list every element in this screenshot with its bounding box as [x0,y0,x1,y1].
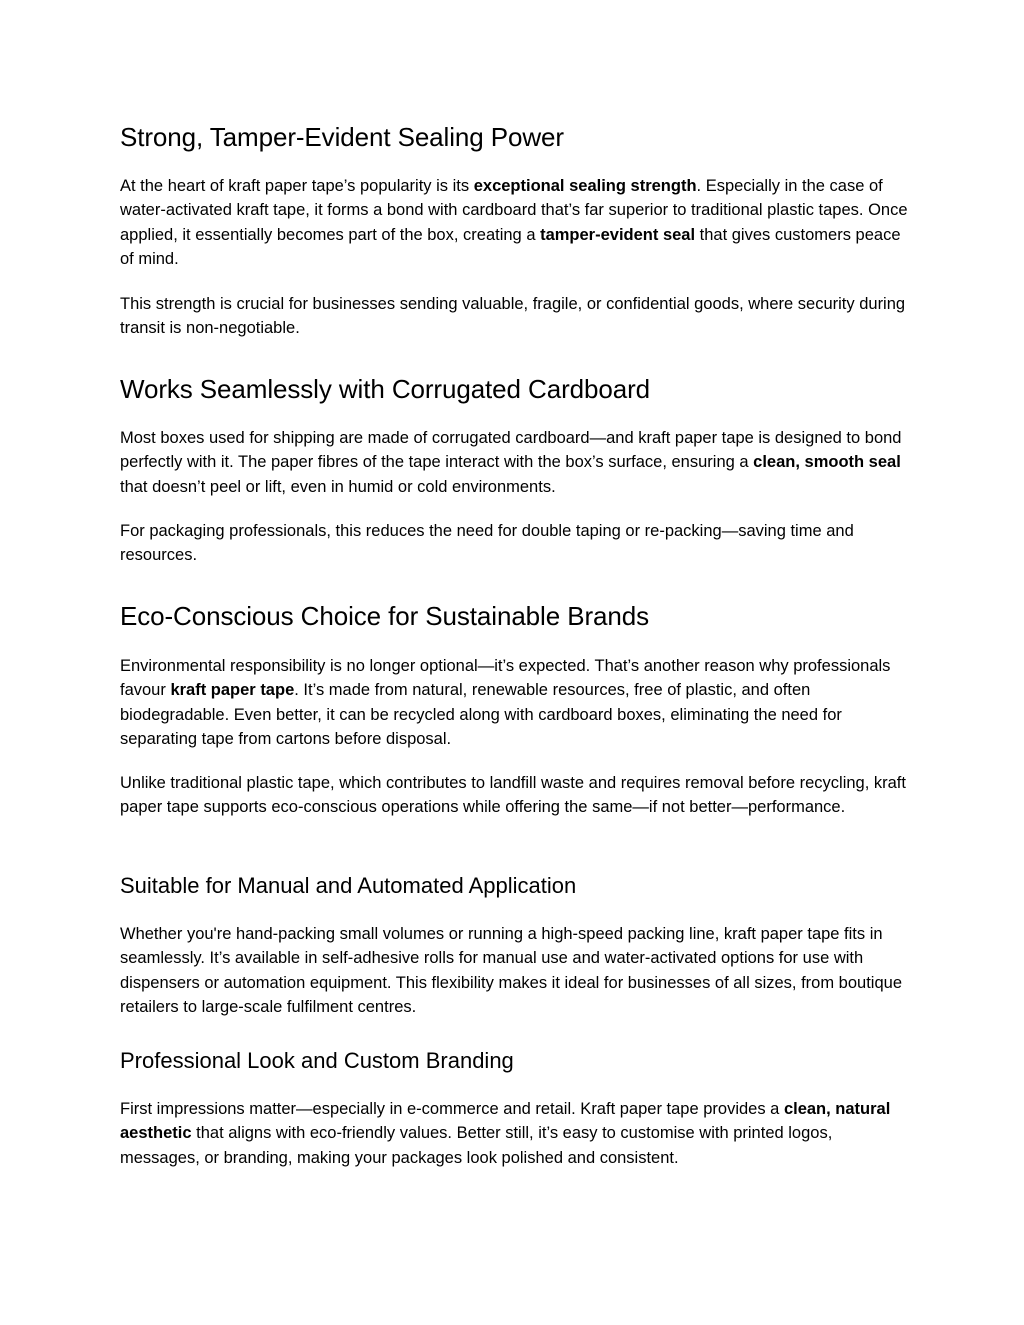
section-heading-eco: Eco-Conscious Choice for Sustainable Brands [120,601,649,631]
section-heading-cardboard: Works Seamlessly with Corrugated Cardboard [120,374,650,404]
paragraph-sealing-1: At the heart of kraft paper tape’s popularity is its exceptional sealing strength. Especially in the case of water-activated kraft tape, it forms a bond with cardboard that’s far superior to traditional plastic tapes. Once applied, it essentially becomes part of the box, creating a tamper-evident seal that gives customers peace of mind. [120,177,908,268]
section-heading-sealing: Strong, Tamper-Evident Sealing Power [120,122,564,152]
section-heading-application: Suitable for Manual and Automated Application [120,873,577,898]
paragraph-branding-1: First impressions matter—especially in e-commerce and retail. Kraft paper tape provides a clean, natural aesthetic that aligns with eco-friendly values. Better still, it’s easy to customise with printed logos, messages, or branding, making your packages look polished and consistent. [120,1100,891,1167]
paragraph-cardboard-2: For packaging professionals, this reduces the need for double taping or re-packing—saving time and resources. [120,522,854,565]
paragraph-eco-2: Unlike traditional plastic tape, which contributes to landfill waste and requires removal before recycling, kraft paper tape supports eco-conscious operations while offering the same—if not better—performance. [120,774,906,817]
paragraph-eco-1: Environmental responsibility is no longer optional—it’s expected. That’s another reason why professionals favour kraft paper tape. It’s made from natural, renewable resources, free of plastic, and often biodegradable. Even better, it can be recycled along with cardboard boxes, eliminating the need for separating tape from cartons before disposal. [120,657,891,748]
paragraph-sealing-2: This strength is crucial for businesses sending valuable, fragile, or confidential goods, where security during transit is non-negotiable. [120,295,906,338]
paragraph-cardboard-1: Most boxes used for shipping are made of corrugated cardboard—and kraft paper tape is designed to bond perfectly with it. The paper fibres of the tape interact with the box’s surface, ensuring a clean, smooth seal that doesn’t peel or lift, even in humid or cold environments. [120,429,902,496]
section-heading-branding: Professional Look and Custom Branding [120,1048,514,1073]
paragraph-application-1: Whether you're hand-packing small volumes or running a high-speed packing line, kraft paper tape fits in seamlessly. It’s available in self-adhesive rolls for manual use and water-activated options for use with dispensers or automation equipment. This flexibility makes it ideal for businesses of all sizes, from boutique retailers to large-scale fulfilment centres. [120,925,902,1016]
